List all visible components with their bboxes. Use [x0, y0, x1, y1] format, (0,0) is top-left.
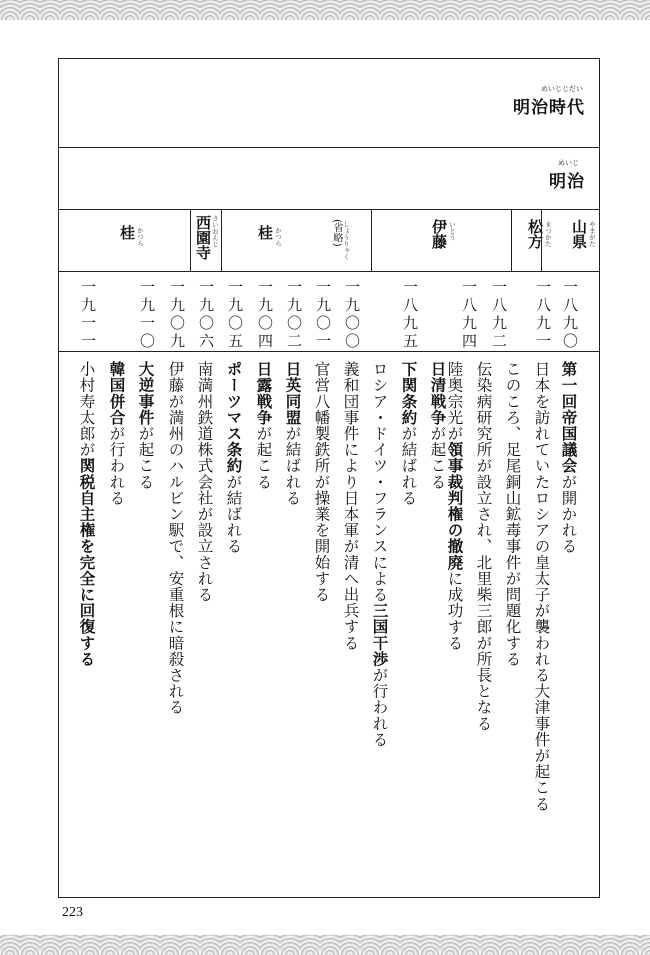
- event-entry: 日本を訪れていたロシアの皇太子が襲われる大津事件が起こる: [532, 361, 551, 812]
- event-entry: 義和団事件により日本軍が清へ出兵する: [341, 361, 360, 651]
- year-1910: 一九一〇: [138, 279, 156, 351]
- divider: [59, 209, 599, 210]
- decorative-bottom-border: [0, 935, 650, 955]
- pm-ruby: さいおんじ: [211, 215, 219, 248]
- divider: [59, 271, 599, 272]
- reign-cell: [549, 159, 585, 192]
- reign-ruby: めいじ: [558, 159, 579, 167]
- event-entry: ポーツマス条約が結ばれる: [224, 361, 243, 555]
- event-entry: 日清戦争が起こる: [428, 361, 447, 490]
- event-entry: 伝染病研究所が設立され、北里柴三郎が所長となる: [474, 361, 493, 732]
- event-entry: 小村寿太郎が関税自主権を完全に回復する: [77, 361, 96, 667]
- event-entry: 伊藤が満州のハルビン駅で、安重根に暗殺される: [166, 361, 185, 716]
- year-1911: 一九一一: [79, 279, 97, 351]
- pm-yamagata: 山県: [570, 219, 588, 249]
- pm-ruby: かつら: [274, 227, 282, 247]
- pm-katsura: 桂: [118, 225, 136, 240]
- event-entry: 韓国併合が行われる: [107, 361, 126, 506]
- year-1906: 一九〇六: [197, 279, 215, 351]
- era-ruby: めいじじだい: [541, 85, 583, 93]
- pm-katsura: 桂: [256, 225, 274, 240]
- year-1901: 一九〇一: [314, 279, 332, 351]
- event-entry: 陸奥宗光が領事裁判権の撤廃に成功する: [445, 361, 464, 651]
- pm-saionji: 西園寺: [194, 215, 212, 260]
- divider: [371, 209, 372, 271]
- divider: [59, 351, 599, 352]
- era-title: 明治時代: [513, 98, 585, 118]
- year-1902: 一九〇二: [285, 279, 303, 351]
- event-entry: 大逆事件が起こる: [136, 361, 155, 490]
- divider: [190, 209, 191, 271]
- year-1895: 一八九五: [401, 279, 419, 351]
- event-entry: ロシア・ドイツ・フランスによる三国干渉が行われる: [370, 361, 389, 748]
- event-entry: 第一回帝国議会が開かれる: [559, 361, 578, 555]
- pm-omitted: (省略): [331, 219, 342, 247]
- timeline-table: [58, 58, 600, 898]
- event-entry: 日英同盟が結ばれる: [283, 361, 302, 506]
- event-entry: 日露戦争が起こる: [254, 361, 273, 490]
- pm-ruby: いとう: [448, 221, 456, 241]
- decorative-top-border: [0, 0, 650, 20]
- event-entry: このころ、足尾銅山鉱毒事件が問題化する: [503, 361, 522, 667]
- divider: [59, 147, 599, 148]
- year-1909: 一九〇九: [168, 279, 186, 351]
- reign-title: 明治: [549, 172, 585, 192]
- event-entry: 下関条約が結ばれる: [399, 361, 418, 506]
- year-1905: 一九〇五: [226, 279, 244, 351]
- year-1904: 一九〇四: [256, 279, 274, 351]
- year-1892: 一八九二: [490, 279, 508, 351]
- page-number: 223: [62, 905, 83, 920]
- year-1900: 一九〇〇: [343, 279, 361, 351]
- pm-ruby: まつかた: [544, 221, 552, 247]
- event-entry: 南満州鉄道株式会社が設立される: [195, 361, 214, 603]
- pm-ruby: やまがた: [588, 221, 596, 247]
- pm-ruby: かつら: [136, 227, 144, 247]
- year-1891: 一八九一: [534, 279, 552, 351]
- divider: [511, 209, 512, 271]
- era-cell: [513, 85, 585, 118]
- year-1894: 一八九四: [460, 279, 478, 351]
- divider: [221, 209, 222, 271]
- pm-matsukata: 松方: [526, 219, 544, 249]
- pm-ito: 伊藤: [430, 219, 448, 249]
- event-entry: 官営八幡製鉄所が操業を開始する: [312, 361, 331, 603]
- year-1890: 一八九〇: [561, 279, 579, 351]
- pm-ruby: しょうりゃく: [342, 221, 350, 260]
